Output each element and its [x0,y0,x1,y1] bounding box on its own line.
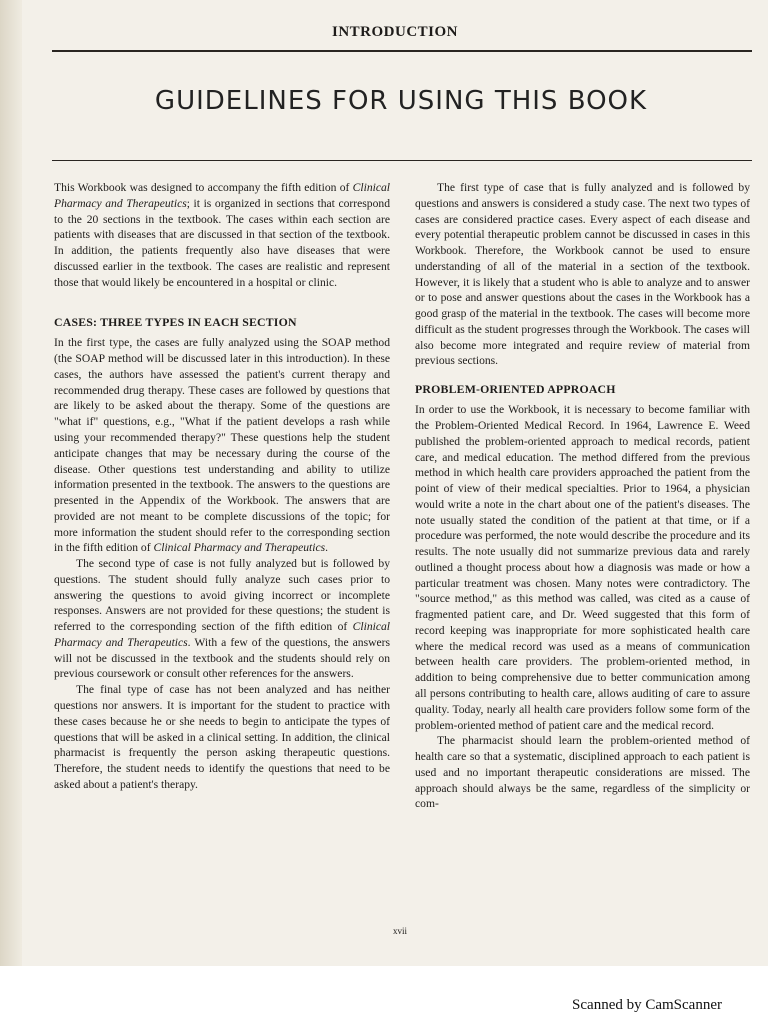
page-title: GUIDELINES FOR USING THIS BOOK [154,86,648,116]
approach-paragraph: In order to use the Workbook, it is necessary to become familiar with the Problem-Oriented Medical Record. In 1964, Lawrence E. Weed published the problem-oriented approach to medical records, patient care, and medical education. The method differed from the previous method in which health care providers approached the patient from the point of view of their medical specialties. Prior to 1964, a physician would write a note in the chart about one of the patient's diseases. The note usually stated the condition of the patient at that time, or if a procedure was performed, the note would describe the procedure and its results. The note usually did not summarize previous data and rarely outlined a thought process about how a diagnosis was made or how a particular treatment was chosen. Many notes were contradictory. The "source method," as this method was called, was cited as a cause of fragmented patient care, and Dr. Weed suggested that this form of record keeping was inappropriate for more sophisticated health care where the medical record was used as a means of communication between health care providers. The problem-oriented method, in addition to being comprehensive due to better communication among all persons contributing to health care, allows auditing of care to assure quality. Today, nearly all health care providers follow some form of the problem-oriented method of patient care and the medical record. [415,403,750,732]
cases-heading: CASES: THREE TYPES IN EACH SECTION [54,315,297,330]
scanner-watermark: Scanned by CamScanner [572,997,722,1013]
page-binding-shadow [0,0,22,966]
intro-paragraph: This Workbook was designed to accompany the fifth edition of Clinical Pharmacy and Therapeutics; it is organized in sections that correspond to the 20 sections in the textbook. The cases within each section are patients with diseases that are discussed in that section of the textbook. In addition, the patients frequently also have diseases that were discussed earlier in the textbook. The cases are realistic and represent those that would likely be encountered in a hospital or clinic. [54,181,390,289]
approach-heading: PROBLEM-ORIENTED APPROACH [415,382,616,397]
page-number: xvii [393,926,408,936]
section-header: INTRODUCTION [331,24,458,40]
first-type-paragraph: In the first type, the cases are fully analyzed using the SOAP method (the SOAP method will be discussed later in this introduction). In these cases, the authors have assessed the patient's current therapy and recommended drug therapy. These cases are followed by questions that are likely to be asked about the therapy. Some of the questions are "what if" questions, e.g., "What if the patient develops a rash while using your recommended therapy?" These questions help the student anticipate changes that may be necessary during the course of the disease. Other questions test understanding and ability to utilize information presented in the textbook. The answers to the questions are presented in the Appendix of the Workbook. The answers that are provided are not meant to be complete discussions of the topic; for more information the student should refer to the corresponding section in the fifth edition of Clinical Pharmacy and Therapeutics. [54,336,390,555]
header-rule [52,50,752,52]
final-type-paragraph: The final type of case has not been analyzed and has neither questions nor answers. It is important for the student to practice with these cases because he or she needs to begin to anticipate the types of questions that will be asked in a clinical setting. In addition, the clinical pharmacist is frequently the person asking therapeutic questions. Therefore, the student needs to identify the questions that need to be asked about a patient's therapy. [54,683,390,791]
study-case-paragraph: The first type of case that is fully analyzed and is followed by questions and answers is considered a study case. The next two types of cases are considered practice cases. Every aspect of each disease and every potential therapeutic problem cannot be discussed in cases in this Workbook. Therefore, the Workbook cannot be used to ensure understanding of all of the material in a section of the textbook. However, it is likely that a student who is able to analyze and to answer or to pose and answer questions about the cases in the Workbook has a good grasp of the material in the textbook. The cases will become more difficult as the student progresses through the Workbook. The cases will also become more integrated and require review of material from previous sections. [415,181,750,368]
pharmacist-paragraph: The pharmacist should learn the problem-oriented method of health care so that a systematic, disciplined approach to each patient is used and no important therapeutic considerations are missed. The approach should always be the same, regardless of the simplicity or com- [415,734,750,811]
right-column [415,180,750,812]
title-rule [52,160,752,161]
left-column [54,180,390,793]
second-type-paragraph: The second type of case is not fully analyzed but is followed by questions. The student should fully analyze such cases prior to answering the questions to avoid giving incorrect or incomplete responses. Answers are not provided for these questions; the student is referred to the corresponding section of the fifth edition of Clinical Pharmacy and Therapeutics. With a few of the questions, the answers will not be discussed in the textbook and the students should rely on previous coursework or consult other references for the answers. [54,557,390,681]
